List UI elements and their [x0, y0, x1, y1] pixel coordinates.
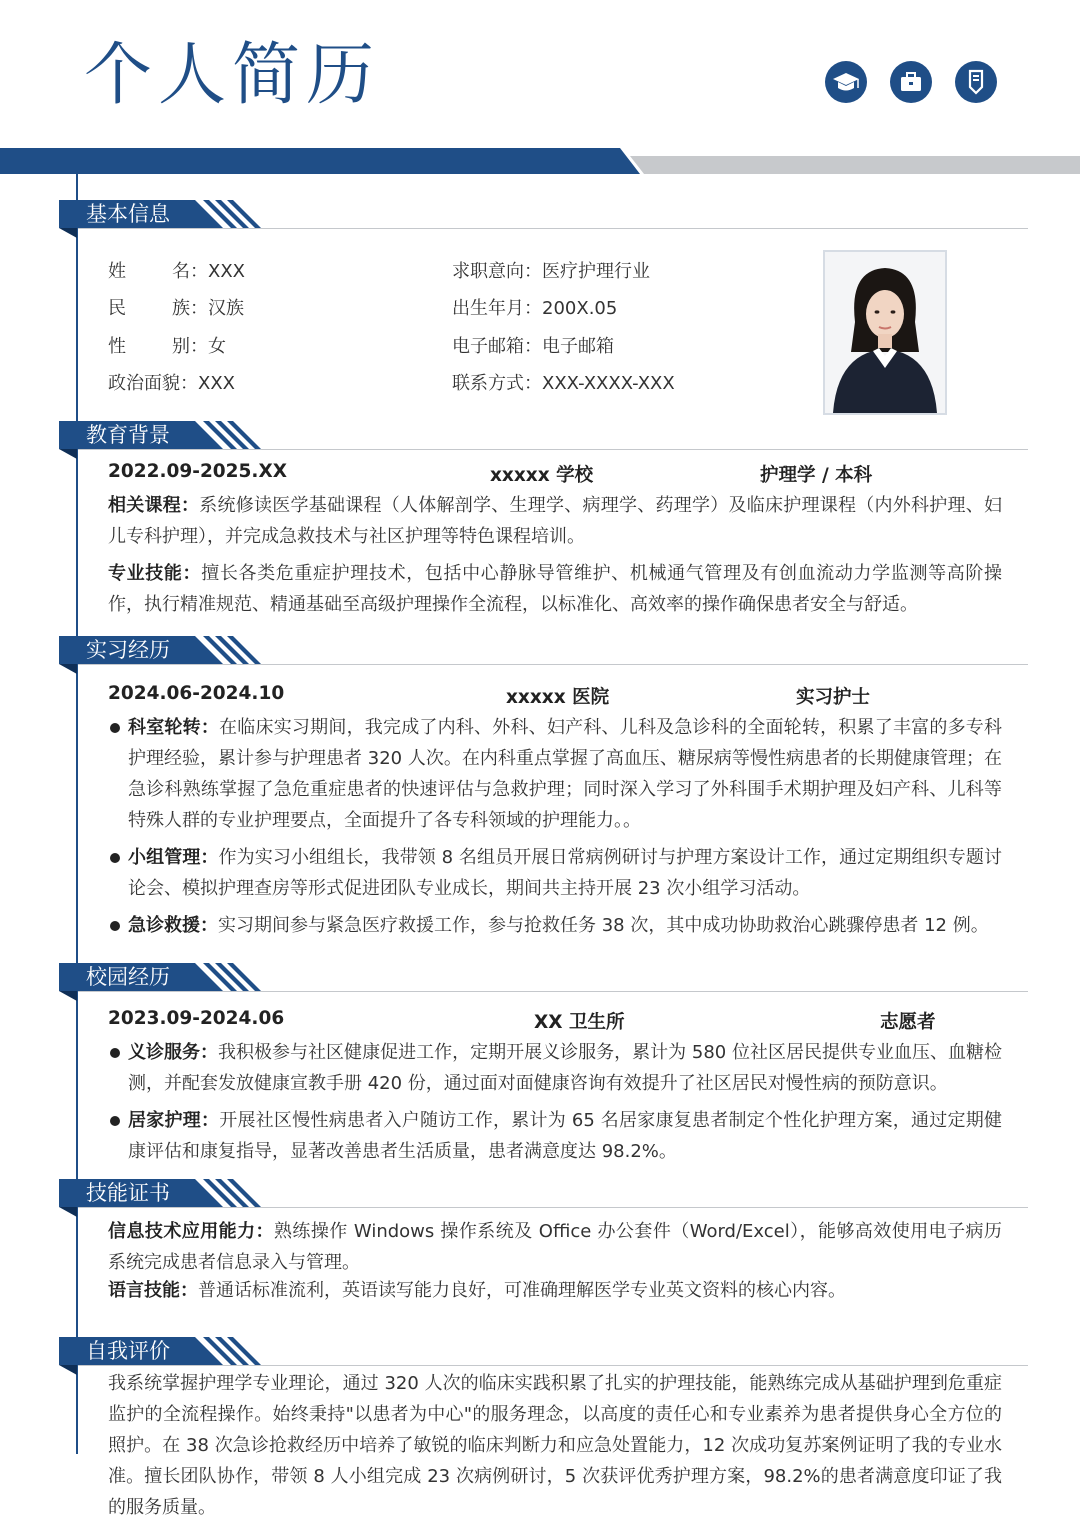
header-band [0, 148, 640, 174]
section-header-skills [59, 1179, 239, 1219]
info-email: 电子邮箱：电子邮箱 [452, 336, 614, 357]
badge-icon [955, 61, 997, 103]
stripes-decoration [189, 421, 299, 449]
section-divider [78, 991, 1028, 992]
self-evaluation: 我系统掌握护理学专业理论，通过 320 人次的临床实践积累了扎实的护理技能，能熟练完成从基础护理到危重症监护的全流程操作。始终秉持"以患者为中心"的服务理念，以高度的责任心和专业素养为患者提供身心全方位的照护。在 38 次急诊抢救经历中培养了敏锐的临床判断力和应急处置能力，12 次成功复苏案例证明了我的专业水准。擅长团队协作，带领 8 人小组完成 23 次病例研讨，5 次获评优秀护理方案，98.2%的患者满意度印证了我的服务质量。 [108, 1373, 1002, 1518]
section-title: 基本信息 [86, 202, 170, 226]
graduation-cap-icon [825, 61, 867, 103]
info-gender: 性 别：女 [108, 336, 226, 357]
section-title: 实习经历 [86, 638, 170, 662]
section-divider [78, 1365, 1028, 1366]
campus-org: XX 卫生所 [534, 1012, 625, 1033]
info-name: 姓 名：XXX [108, 261, 245, 282]
section-title: 自我评价 [86, 1339, 170, 1363]
internship-role: 实习护士 [796, 687, 871, 708]
campus-row-head [108, 1008, 1028, 1034]
header-band-gray [630, 156, 1080, 174]
stripes-decoration [189, 636, 299, 664]
stripes-decoration [189, 1179, 299, 1207]
education-period: 2022.09-2025.XX [108, 461, 287, 482]
info-birth: 出生年月：200X.05 [452, 298, 618, 319]
section-title: 校园经历 [86, 965, 170, 989]
profile-photo [823, 250, 947, 415]
stripes-decoration [189, 200, 299, 228]
section-header-campus [59, 963, 239, 1003]
briefcase-icon [890, 61, 932, 103]
education-skills: 专业技能：擅长各类危重症护理技术，包括中心静脉导管维护、机械通气管理及有创血流动力学监测等高阶操作，执行精准规范、精通基础至高级护理操作全流程，以标准化、高效率的操作确保患者安全与舒适。 [108, 563, 1003, 615]
education-major: 护理学 / 本科 [760, 465, 873, 486]
internship-item: 小组管理：作为实习小组组长，我带领 8 名组员开展日常病例研讨与护理方案设计工作，通过定期组织专题讨论会、模拟护理查房等形式促进团队专业成长，期间共主持开展 23 次小组学习活动。 [108, 842, 1002, 904]
internship-item: 急诊救援：实习期间参与紧急医疗救援工作，参与抢救任务 38 次，其中成功协助救治心跳骤停患者 12 例。 [108, 910, 1002, 941]
info-contact: 联系方式：XXX-XXXX-XXX [452, 373, 675, 394]
section-divider [78, 449, 1028, 450]
timeline-bar [76, 174, 78, 1454]
info-political: 政治面貌：XXX [108, 373, 235, 394]
info-intent: 求职意向：医疗护理行业 [452, 261, 650, 282]
page-title: 个人简历 [84, 36, 381, 115]
section-header-basic [59, 200, 239, 240]
info-ethnic: 民 族：汉族 [108, 298, 244, 319]
campus-role: 志愿者 [880, 1012, 936, 1033]
section-header-education [59, 421, 239, 461]
skills-language: 语言技能：普通话标准流利，英语读写能力良好，可准确理解医学专业英文资料的核心内容。 [108, 1280, 846, 1301]
section-header-internship [59, 636, 239, 676]
campus-item: 居家护理：开展社区慢性病患者入户随访工作，累计为 65 名居家康复患者制定个性化护理方案，通过定期健康评估和康复指导，显著改善患者生活质量，患者满意度达 98.2%。 [108, 1105, 1002, 1167]
section-divider [78, 1207, 1028, 1208]
campus-period: 2023.09-2024.06 [108, 1008, 285, 1029]
internship-item: 科室轮转：在临床实习期间，我完成了内科、外科、妇产科、儿科及急诊科的全面轮转，积累了丰富的多专科护理经验，累计参与护理患者 320 人次。在内科重点掌握了高血压、糖尿病等慢性病患者的长期健康管理；在急诊科熟练掌握了急危重症患者的快速评估与急救护理；同时深入学习了外科围手术期护理及妇产科、儿科等特殊人群的专业护理要点，全面提升了各专科领域的护理能力。。 [108, 712, 1002, 836]
education-courses: 相关课程：系统修读医学基础课程（人体解剖学、生理学、病理学、药理学）及临床护理课程（内外科护理、妇儿专科护理），并完成急救技术与社区护理等特色课程培训。 [108, 495, 1002, 547]
campus-item: 义诊服务：我积极参与社区健康促进工作，定期开展义诊服务，累计为 580 位社区居民提供专业血压、血糖检测，并配套发放健康宣教手册 420 份，通过面对面健康咨询有效提升了社区居民对慢性病的预防意识。 [108, 1037, 1002, 1099]
section-title: 教育背景 [86, 423, 170, 447]
section-title: 技能证书 [86, 1181, 170, 1205]
section-divider [78, 228, 1028, 229]
internship-period: 2024.06-2024.10 [108, 683, 285, 704]
internship-org: xxxxx 医院 [506, 687, 610, 708]
internship-row-head [108, 683, 1028, 709]
section-divider [78, 664, 1028, 665]
stripes-decoration [189, 1337, 299, 1365]
education-row-head [108, 461, 1028, 487]
stripes-decoration [189, 963, 299, 991]
education-school: xxxxx 学校 [490, 465, 594, 486]
skills-it: 信息技术应用能力：熟练操作 Windows 操作系统及 Office 办公套件（Word/Excel），能够高效使用电子病历系统完成患者信息录入与管理。 [108, 1221, 1003, 1273]
